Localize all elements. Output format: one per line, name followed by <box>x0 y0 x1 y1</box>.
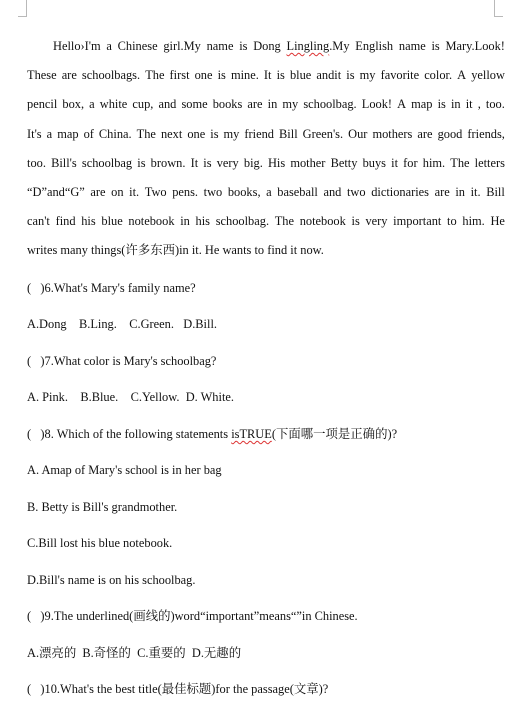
question-9-stem: ( )9.The underlined(画线的)word“important”means“”in Chinese. <box>27 609 358 623</box>
question-7-stem: ( )7.What color is Mary's schoolbag? <box>27 354 217 368</box>
page-corner-mark-left <box>18 0 27 17</box>
question-8-option-b: B. Betty is Bill's grandmother. <box>27 500 178 514</box>
question-10-stem: ( )10.What's the best title(最佳标题)for the passage(文章)? <box>27 682 329 696</box>
question-8-option-c: C.Bill lost his blue notebook. <box>27 536 173 550</box>
passage-line-6: “D”and“G” are on it. Two pens. two books, a baseball and two dictionaries are in it. Bill <box>27 184 505 199</box>
passage-line-8: writes many things(许多东西)in it. He wants to find it now. <box>27 243 324 258</box>
passage-line-1: Hello›I'm a Chinese girl.My name is Dong Lingling.My English name is Mary.Look! <box>53 39 505 53</box>
question-8-stem <box>27 425 397 443</box>
passage-line-3: pencil box, a white cup, and some books are in my schoolbag. Look! A map is in it , too. <box>27 97 505 112</box>
passage-line-7: can't find his blue notebook in his schoolbag. The notebook is very important to him. He <box>27 214 505 229</box>
question-8-option-d: D.Bill's name is on his schoolbag. <box>27 573 196 587</box>
passage-line-2: These are schoolbags. The first one is mine. It is blue andit is my favorite color. A yellow <box>27 68 505 83</box>
question-8-stem-gloss: (下面哪一项是正确的)? <box>271 427 398 441</box>
passage-line-4: It's a map of China. The next one is my friend Bill Green's. Our mothers are good friends, <box>27 126 505 141</box>
question-6-stem: ( )6.What's Mary's family name? <box>27 281 196 295</box>
passage-line-5: too. Bill's schoolbag is brown. It is very big. His mother Betty buys it for him. The letters <box>27 155 505 170</box>
question-8-stem-text: ( )8. Which of the following statements <box>27 427 232 441</box>
page-corner-mark-right <box>494 0 503 17</box>
question-6-options: A.Dong B.Ling. C.Green. D.Bill. <box>27 317 217 331</box>
question-7-options: A. Pink. B.Blue. C.Yellow. D. White. <box>27 390 234 404</box>
reading-passage <box>27 36 505 270</box>
question-8-true-flag: isTRUE <box>231 427 272 441</box>
question-8-option-a: A. Amap of Mary's school is in her bag <box>27 463 222 477</box>
question-9-options: A.漂亮的 B.奇怪的 C.重要的 D.无趣的 <box>27 646 242 660</box>
